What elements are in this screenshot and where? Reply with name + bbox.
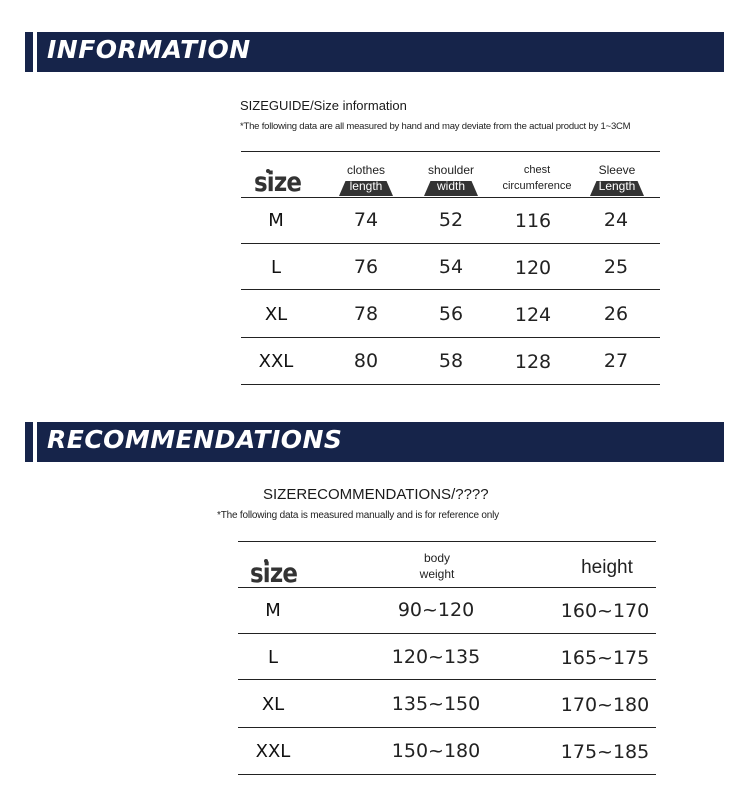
size-guide-note: *The following data are all measured by hand and may deviate from the actual product by 1~3CM xyxy=(240,121,631,132)
table-rule xyxy=(241,243,660,244)
cell-body-weight: 90~120 xyxy=(397,599,475,621)
cell-clothes-length: 74 xyxy=(353,209,379,231)
table-rule xyxy=(238,679,656,680)
cell-sleeve-length: 27 xyxy=(603,350,629,372)
cell-sleeve-length: 26 xyxy=(603,303,629,325)
size-column-label: size xyxy=(254,167,302,198)
table-rule-top xyxy=(238,541,656,542)
table-rule-bottom xyxy=(241,384,660,385)
table-rule xyxy=(238,727,656,728)
cell-clothes-length: 76 xyxy=(353,256,379,278)
cell-clothes-length: 80 xyxy=(353,350,379,372)
cell-sleeve-length: 25 xyxy=(603,256,629,278)
cell-shoulder-width: 58 xyxy=(438,350,464,372)
row-size: XL xyxy=(264,304,288,325)
recommendations-banner xyxy=(25,422,724,462)
header-clothes-length: clothes length xyxy=(336,162,396,194)
cell-chest-circumference: 116 xyxy=(514,210,552,232)
cell-shoulder-width: 56 xyxy=(438,303,464,325)
banner-accent-bar xyxy=(25,32,37,72)
cell-chest-circumference: 128 xyxy=(514,351,552,373)
table-rule-top xyxy=(241,151,660,152)
cell-height: 175~185 xyxy=(560,741,650,763)
header-body-weight: body weight xyxy=(419,551,455,581)
cell-clothes-length: 78 xyxy=(353,303,379,325)
header-height: height xyxy=(581,557,633,578)
size-column-label: size xyxy=(250,558,298,589)
size-guide-title: SIZEGUIDE/Size information xyxy=(240,98,407,113)
table-rule xyxy=(238,633,656,634)
row-size: M xyxy=(265,600,281,621)
cell-height: 165~175 xyxy=(560,647,650,669)
row-size: XL xyxy=(261,694,285,715)
cell-height: 160~170 xyxy=(560,600,650,622)
cell-shoulder-width: 52 xyxy=(438,209,464,231)
banner-accent-bar xyxy=(25,422,37,462)
table-rule-header xyxy=(238,587,656,588)
table-rule xyxy=(241,289,660,290)
cell-chest-circumference: 124 xyxy=(514,304,552,326)
row-size: L xyxy=(267,647,279,668)
table-rule xyxy=(241,337,660,338)
header-sleeve-length: Sleeve Length xyxy=(587,162,647,194)
size-recommendations-note: *The following data is measured manually and is for reference only xyxy=(217,510,499,521)
cell-body-weight: 120~135 xyxy=(391,646,481,668)
cell-body-weight: 150~180 xyxy=(391,740,481,762)
cell-sleeve-length: 24 xyxy=(603,209,629,231)
table-rule-header xyxy=(241,197,660,198)
table-rule-bottom xyxy=(238,774,656,775)
header-shoulder-width: shoulder width xyxy=(421,162,481,194)
row-size: L xyxy=(270,257,282,278)
information-banner-title: INFORMATION xyxy=(47,35,251,64)
row-size: M xyxy=(268,210,284,231)
cell-height: 170~180 xyxy=(560,694,650,716)
recommendations-banner-title: RECOMMENDATIONS xyxy=(47,425,343,454)
row-size: XXL xyxy=(255,741,291,762)
size-recommendations-title: SIZERECOMMENDATIONS/???? xyxy=(263,486,489,503)
information-banner xyxy=(25,32,724,72)
cell-body-weight: 135~150 xyxy=(391,693,481,715)
row-size: XXL xyxy=(258,351,294,372)
header-chest-circumference: chest circumference xyxy=(502,164,572,192)
cell-shoulder-width: 54 xyxy=(438,256,464,278)
cell-chest-circumference: 120 xyxy=(514,257,552,279)
